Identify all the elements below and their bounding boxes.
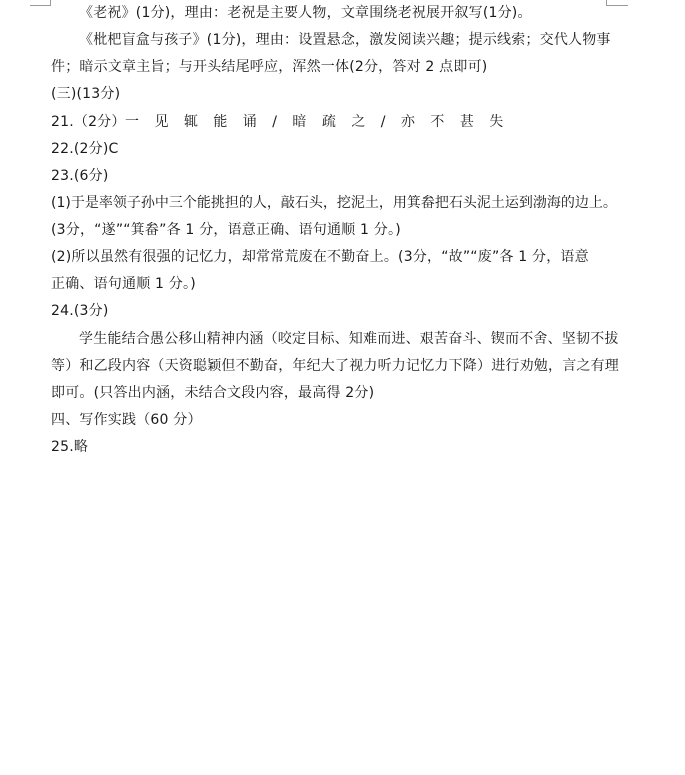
question-25-answer: 25.略 xyxy=(51,439,89,455)
crop-mark-top-left-horizontal xyxy=(30,5,51,6)
question-23-part-2-continued: 正确、语句通顺 1 分。) xyxy=(51,276,196,292)
question-23-heading: 23.(6分) xyxy=(51,168,109,184)
answer-line-laozhu: 《老祝》(1分)，理由：老祝是主要人物，文章围绕老祝展开叙写(1分)。 xyxy=(79,5,532,21)
answer-line-pipa-title: 《枇杷盲盒与孩子》(1分)，理由：设置悬念，激发阅读兴趣；提示线索；交代人物事 xyxy=(79,32,611,48)
answer-line-pipa-continued: 件；暗示文章主旨；与开头结尾呼应，浑然一体(2分，答对 2 点即可) xyxy=(51,59,488,75)
crop-mark-top-right-horizontal xyxy=(606,5,628,6)
question-22-answer: 22.(2分)C xyxy=(51,141,119,157)
question-23-part-1-scoring: (3分，“遂”“箕畚”各 1 分，语意正确、语句通顺 1 分。) xyxy=(51,222,401,238)
question-24-heading: 24.(3分) xyxy=(51,303,109,319)
question-23-part-1: (1)于是率领子孙中三个能挑担的人，敲石头，挖泥土，用箕畚把石头泥土运到渤海的边上。 xyxy=(51,195,617,211)
question-24-answer-line-2: 等）和乙段内容（天资聪颖但不勤奋，年纪大了视力听力记忆力下降）进行劝勉，言之有理 xyxy=(51,358,619,374)
question-24-answer-line-1: 学生能结合愚公移山精神内涵（咬定目标、知难而进、艰苦奋斗、锲而不舍、坚韧不拔 xyxy=(79,331,619,347)
question-24-answer-line-3: 即可。(只答出内涵，未结合文段内容，最高得 2分) xyxy=(51,385,375,401)
question-21-answer: 一 见 辄 能 诵 / 暗 疏 之 / 亦 不 甚 失 xyxy=(125,114,509,130)
question-23-part-2: (2)所以虽然有很强的记忆力，却常常荒废在不勤奋上。(3分，“故”“废”各 1 分，语意 xyxy=(51,249,589,265)
section-heading-writing: 四、写作实践（60 分） xyxy=(51,412,202,428)
question-21-label: 21.（2分） xyxy=(51,114,126,130)
section-heading-three: (三)(13分) xyxy=(51,86,121,102)
